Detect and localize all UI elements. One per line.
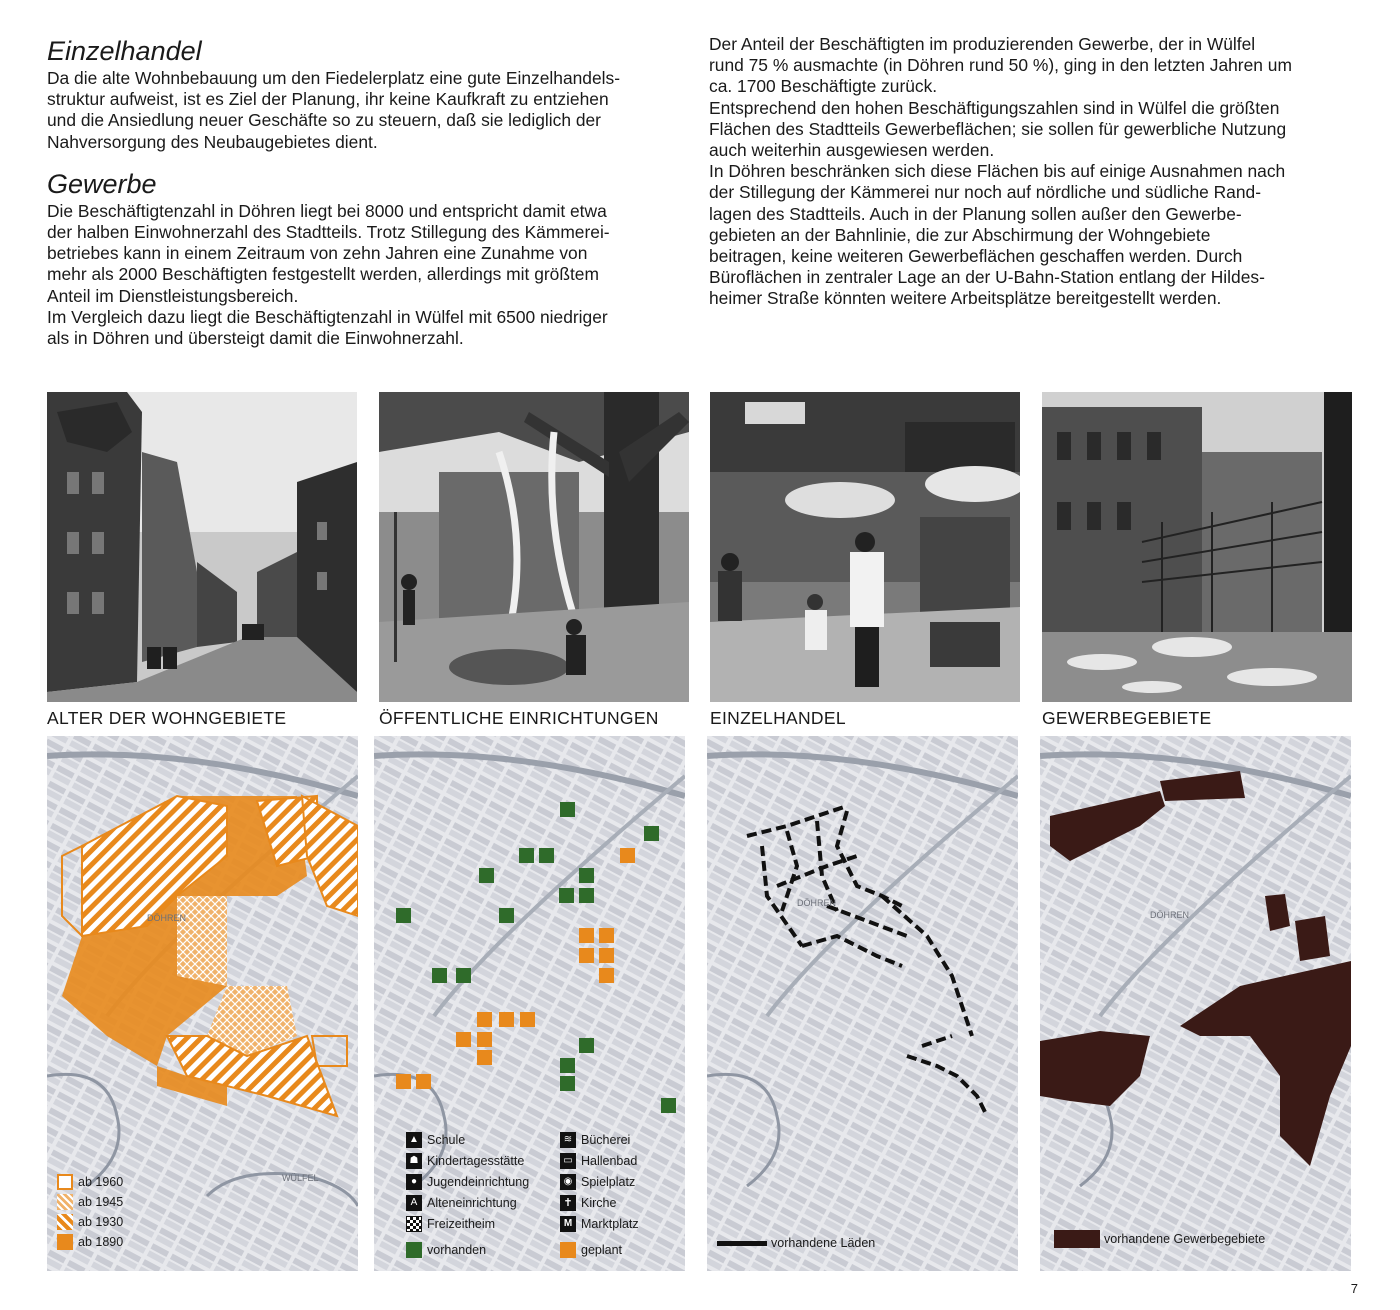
- legend-swatch-existing: [406, 1242, 422, 1258]
- photo-playground: [379, 392, 689, 702]
- legend-planned: geplant: [560, 1242, 622, 1258]
- legend-age-1890: ab 1890: [57, 1234, 123, 1250]
- community-center-icon: [406, 1216, 422, 1232]
- legend-age-1930: ab 1930: [57, 1214, 123, 1230]
- playground-icon: ◉: [560, 1174, 576, 1190]
- youth-facility-icon: ●: [406, 1174, 422, 1190]
- legend-school: ▲ Schule: [406, 1132, 465, 1148]
- legend-swatch-1960: [57, 1174, 73, 1190]
- photo-industrial-mill: [1042, 392, 1352, 702]
- legend-age-1960: ab 1960: [57, 1174, 123, 1190]
- map-label-doehren: DÖHREN: [147, 913, 187, 923]
- library-icon: ≋: [560, 1132, 576, 1148]
- map-age-of-residential-areas: [47, 736, 358, 1271]
- legend-youth-facility: ● Jugendeinrichtung: [406, 1174, 529, 1190]
- einzelhandel-heading: Einzelhandel: [47, 36, 202, 66]
- map-retail: [707, 736, 1018, 1271]
- legend-swatch-1890: [57, 1234, 73, 1250]
- panel-title-retail: EINZELHANDEL: [710, 708, 846, 728]
- photo-residential-street: [47, 392, 357, 702]
- legend-indoor-pool: ▭ Hallenbad: [560, 1153, 637, 1169]
- indoor-pool-icon: ▭: [560, 1153, 576, 1169]
- right-column: [709, 34, 1359, 310]
- legend-retail: vorhandene Läden: [717, 1236, 875, 1250]
- photo-shopping-street: [710, 392, 1020, 702]
- legend-senior-facility: A Alteneinrichtung: [406, 1195, 517, 1211]
- legend-swatch-1945: [57, 1194, 73, 1210]
- legend-swatch-1930: [57, 1214, 73, 1230]
- page-number: 7: [1350, 1281, 1358, 1296]
- legend-marketplace: M Marktplatz: [560, 1216, 639, 1232]
- retail-map-label-doehren: DÖHREN: [797, 898, 837, 908]
- legend-industry: vorhandene Gewerbegebiete: [1054, 1230, 1265, 1248]
- panel-title-industry: GEWERBEGEBIETE: [1042, 708, 1212, 728]
- legend-community-center: Freizeitheim: [406, 1216, 495, 1232]
- legend-swatch-industry: [1054, 1230, 1100, 1248]
- einzelhandel-text: Da die alte Wohnbebauung um den Fiedelerplatz eine gute Einzelhandels- struktur aufweist, ist es Ziel der Planung, ihr keine Kaufkraft zu entziehen und die Ansiedlung neuer Geschäfte so zu steuern, daß sie lediglich der Nahversorgung des Neubaugebietes dient.: [47, 68, 620, 152]
- senior-facility-icon: A: [406, 1195, 422, 1211]
- map-public-facilities: [374, 736, 685, 1271]
- legend-swatch-retail: [717, 1241, 767, 1246]
- legend-swatch-planned: [560, 1242, 576, 1258]
- panel-title-facilities: ÖFFENTLICHE EINRICHTUNGEN: [379, 708, 659, 728]
- kindergarten-icon: ☗: [406, 1153, 422, 1169]
- industry-map-label-doehren: DÖHREN: [1150, 910, 1190, 920]
- legend-kindergarten: ☗ Kindertagesstätte: [406, 1153, 524, 1169]
- legend-library: ≋ Bücherei: [560, 1132, 630, 1148]
- right-column-text: Der Anteil der Beschäftigten im produzierenden Gewerbe, der in Wülfel rund 75 % ausmachte (in Döhren rund 50 %), ging in den letzten Jahren um ca. 1700 Beschäftigte zurück. Entsprechend den hohen Beschäftigungszahlen sind in Wülfel die größten Flächen des Stadtteils Gewerbeflächen; sie sollen für gewerbliche Nutzung auch weiterhin ausgewiesen werden. In Döhren beschränken sich diese Flächen bis auf einige Ausnahmen nach der Stillegung der Kämmerei nur noch auf nördliche und südliche Rand- lagen des Stadtteils. Auch in der Planung sollen außer den Gewerbe- gebieten an der Bahnlinie, die zur Abschirmung der Wohngebiete beitragen, keine weiteren Gewerbeflächen geschaffen werden. Durch Büroflächen in zentraler Lage an der U-Bahn-Station entlang der Hildes- heimer Straße könnten weitere Arbeitsplätze bereitgestellt werden.: [709, 34, 1292, 309]
- marketplace-icon: M: [560, 1216, 576, 1232]
- gewerbe-text: Die Beschäftigtenzahl in Döhren liegt bei 8000 und entspricht damit etwa der halben Einwohnerzahl des Stadtteils. Trotz Stillegung des Kämmerei- betriebes kann in einem Zeitraum von zehn Jahren eine Zunahme von mehr als 2000 Beschäftigten festgestellt werden, allerdings mit größtem Anteil im Dienstleistungsbereich. Im Vergleich dazu liegt die Beschäftigtenzahl in Wülfel mit 6500 niedriger als in Döhren und übersteigt damit die Einwohnerzahl.: [47, 200, 610, 349]
- church-icon: ✝: [560, 1195, 576, 1211]
- left-column: [47, 34, 687, 349]
- legend-age-1945: ab 1945: [57, 1194, 123, 1210]
- map-industrial-areas: [1040, 736, 1351, 1271]
- legend-existing: vorhanden: [406, 1242, 486, 1258]
- map-label-wuelfel: WÜLFEL: [282, 1173, 319, 1183]
- gewerbe-heading: Gewerbe: [47, 168, 157, 199]
- legend-playground: ◉ Spielplatz: [560, 1174, 635, 1190]
- panel-title-age: ALTER DER WOHNGEBIETE: [47, 708, 287, 728]
- school-icon: ▲: [406, 1132, 422, 1148]
- legend-church: ✝ Kirche: [560, 1195, 616, 1211]
